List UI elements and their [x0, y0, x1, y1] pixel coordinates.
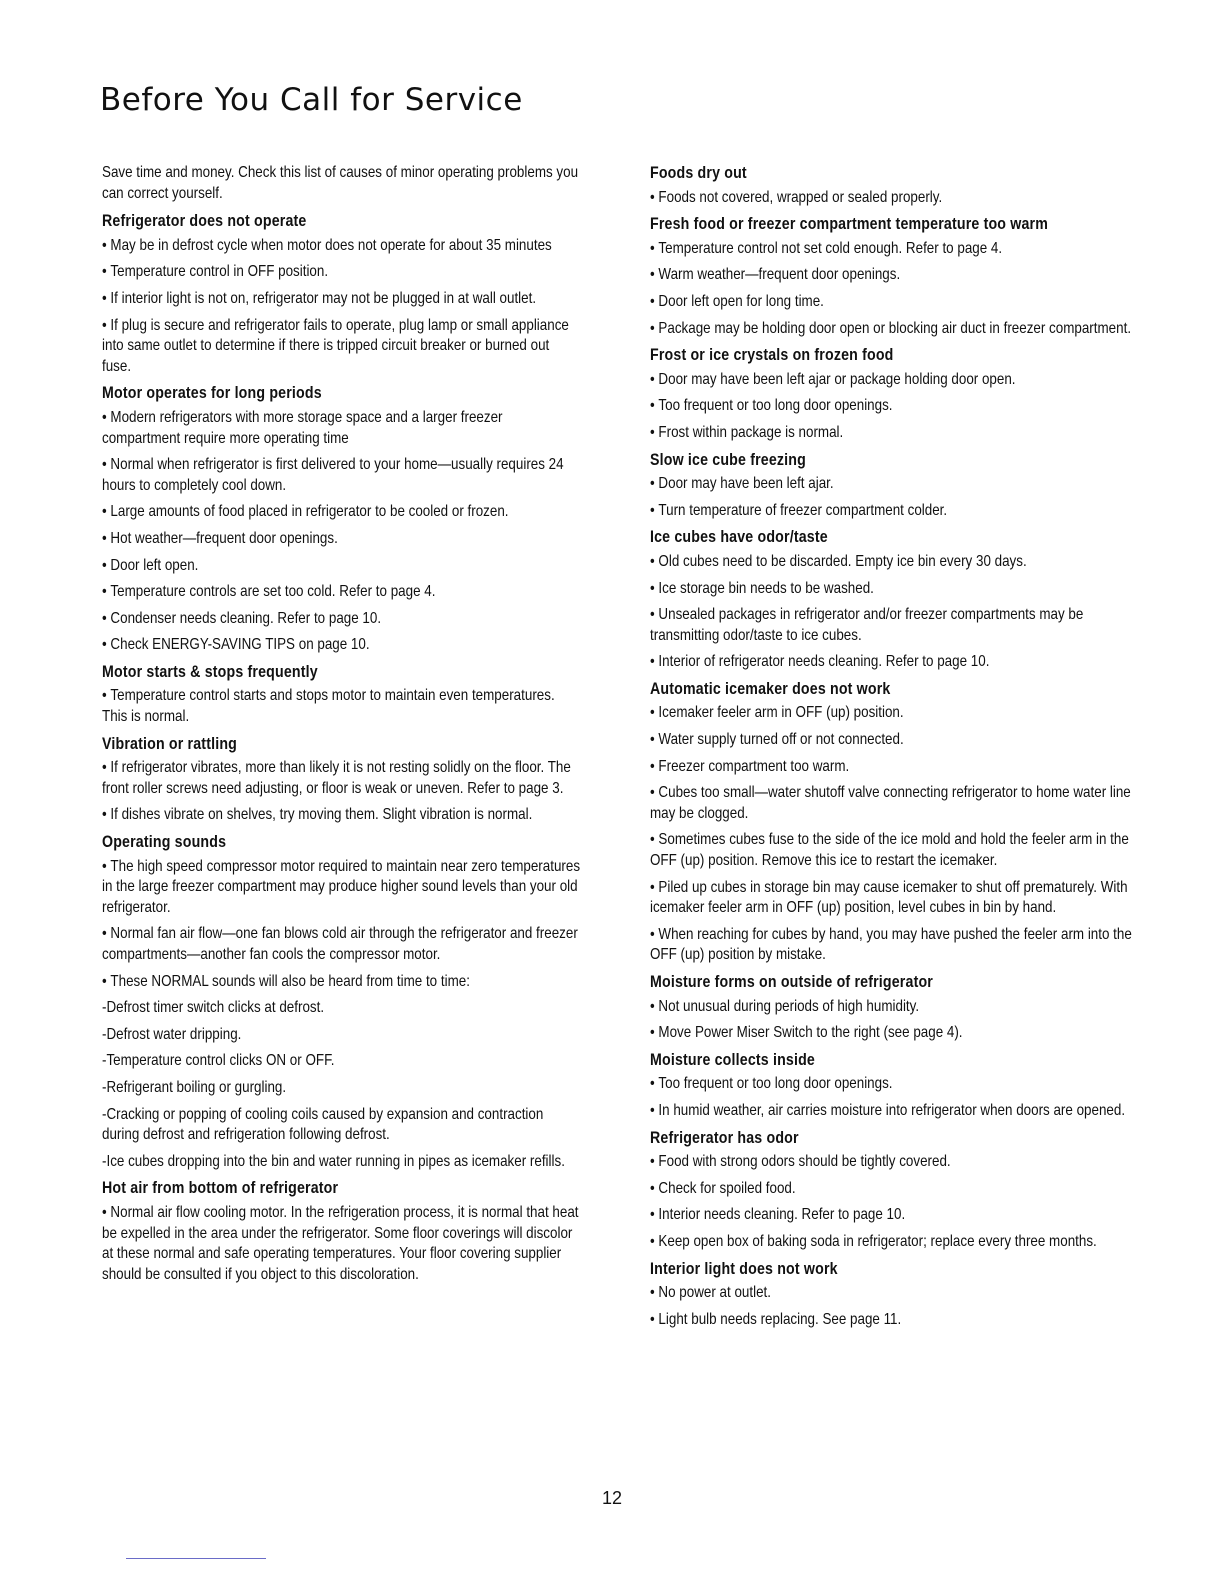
troubleshooting-section [650, 214, 1144, 339]
bullet-item: • Water supply turned off or not connected. [650, 730, 1144, 751]
troubleshooting-section [650, 345, 1144, 443]
section-heading: Motor operates for long periods [102, 384, 322, 403]
troubleshooting-section [102, 383, 580, 656]
bullet-item: • If dishes vibrate on shelves, try moving them. Slight vibration is normal. [102, 805, 580, 826]
right-sections [650, 163, 1144, 1330]
bullet-item: • Temperature control not set cold enough. Refer to page 4. [650, 239, 1144, 260]
bullet-item: • May be in defrost cycle when motor does not operate for about 35 minutes [102, 236, 580, 257]
section-heading: Automatic icemaker does not work [650, 679, 891, 698]
troubleshooting-section [650, 527, 1144, 673]
bullet-item: • Normal air flow cooling motor. In the refrigeration process, it is normal that heat be expelled in the area under the refrigerator. Some floor coverings will discolor at these normal and safe operating temperatures. Your floor covering supplier should be consulted if you object to this discoloration. [102, 1203, 580, 1285]
bullet-item: • Ice storage bin needs to be washed. [650, 579, 1144, 600]
bullet-item: • Modern refrigerators with more storage space and a larger freezer compartment require more operating time [102, 408, 580, 449]
sub-item: -Defrost water dripping. [102, 1025, 242, 1043]
troubleshooting-section [102, 211, 580, 377]
bullet-item: • Turn temperature of freezer compartment colder. [650, 501, 1144, 522]
bullet-item: • Temperature control in OFF position. [102, 262, 580, 283]
bullet-item: • If refrigerator vibrates, more than likely it is not resting solidly on the floor. The front roller screws need adjusting, or floor is weak or uneven. Refer to page 3. [102, 758, 580, 799]
bullet-item: • Unsealed packages in refrigerator and/or freezer compartments may be transmitting odor/taste to ice cubes. [650, 605, 1144, 646]
bullet-item: • These NORMAL sounds will also be heard from time to time: [102, 972, 580, 993]
section-heading: Ice cubes have odor/taste [650, 528, 828, 547]
troubleshooting-section [102, 1178, 580, 1285]
bullet-item: • Too frequent or too long door openings. [650, 1074, 1144, 1095]
bullet-item: • Freezer compartment too warm. [650, 757, 1144, 778]
section-heading: Vibration or rattling [102, 734, 238, 753]
troubleshooting-section [102, 734, 580, 826]
bullet-item: • Normal when refrigerator is first delivered to your home—usually requires 24 hours to completely cool down. [102, 455, 580, 496]
bullet-item: • Door left open for long time. [650, 292, 1144, 313]
bullet-item: • If interior light is not on, refrigerator may not be plugged in at wall outlet. [102, 289, 580, 310]
troubleshooting-section [650, 1050, 1144, 1122]
sub-item: -Temperature control clicks ON or OFF. [102, 1052, 335, 1070]
section-heading: Motor starts & stops frequently [102, 662, 318, 681]
bullet-item: • Condenser needs cleaning. Refer to page 10. [102, 609, 580, 630]
left-column [102, 163, 580, 1291]
bullet-item: • Door may have been left ajar. [650, 474, 1144, 495]
section-heading: Fresh food or freezer compartment temperature too warm [650, 215, 1049, 234]
bullet-item: • Old cubes need to be discarded. Empty ice bin every 30 days. [650, 552, 1144, 573]
bullet-item: • Hot weather—frequent door openings. [102, 529, 580, 550]
section-heading: Interior light does not work [650, 1259, 838, 1278]
bullet-item: • Package may be holding door open or blocking air duct in freezer compartment. [650, 319, 1144, 340]
bullet-item: • If plug is secure and refrigerator fails to operate, plug lamp or small appliance into same outlet to determine if there is tripped circuit breaker or burned out fuse. [102, 316, 580, 378]
left-sections [102, 211, 580, 1285]
sub-item: -Cracking or popping of cooling coils caused by expansion and contraction during defrost and refrigeration following defrost. [102, 1105, 544, 1144]
bullet-item: • Keep open box of baking soda in refrigerator; replace every three months. [650, 1232, 1144, 1253]
troubleshooting-section [650, 972, 1144, 1044]
bullet-item: • Icemaker feeler arm in OFF (up) position. [650, 703, 1144, 724]
bullet-item: • Cubes too small—water shutoff valve connecting refrigerator to home water line may be clogged. [650, 783, 1144, 824]
section-heading: Hot air from bottom of refrigerator [102, 1179, 339, 1198]
bullet-item: • Warm weather—frequent door openings. [650, 265, 1144, 286]
troubleshooting-section [650, 450, 1144, 522]
troubleshooting-section [650, 1128, 1144, 1253]
bullet-item: • Check for spoiled food. [650, 1179, 1144, 1200]
bullet-item: • Large amounts of food placed in refrigerator to be cooled or frozen. [102, 502, 580, 523]
bullet-item: • Piled up cubes in storage bin may cause icemaker to shut off prematurely. With icemaker feeler arm in OFF (up) position, level cubes in bin by hand. [650, 878, 1144, 919]
bullet-item: • Interior needs cleaning. Refer to page 10. [650, 1205, 1144, 1226]
bullet-item: • Door may have been left ajar or package holding door open. [650, 370, 1144, 391]
bullet-item: • When reaching for cubes by hand, you may have pushed the feeler arm into the OFF (up) position by mistake. [650, 925, 1144, 966]
section-heading: Slow ice cube freezing [650, 450, 806, 469]
bullet-item: • Door left open. [102, 556, 580, 577]
sub-item: -Ice cubes dropping into the bin and water running in pipes as icemaker refills. [102, 1152, 565, 1170]
bullet-item: • Light bulb needs replacing. See page 11. [650, 1310, 1144, 1331]
sub-item: -Refrigerant boiling or gurgling. [102, 1078, 287, 1096]
bullet-item: • In humid weather, air carries moisture into refrigerator when doors are opened. [650, 1101, 1144, 1122]
troubleshooting-section [650, 163, 1144, 208]
bullet-item: • Temperature control starts and stops motor to maintain even temperatures. This is normal. [102, 686, 580, 727]
section-heading: Moisture collects inside [650, 1050, 815, 1069]
page-number: 12 [601, 1488, 623, 1508]
section-heading: Frost or ice crystals on frozen food [650, 346, 894, 365]
troubleshooting-section [650, 679, 1144, 966]
intro-text: Save time and money. Check this list of causes of minor operating problems you can correct yourself. [102, 164, 579, 202]
bullet-item: • Foods not covered, wrapped or sealed properly. [650, 188, 1144, 209]
bullet-item: • Temperature controls are set too cold. Refer to page 4. [102, 582, 580, 603]
section-heading: Moisture forms on outside of refrigerator [650, 973, 934, 991]
bullet-item: • Food with strong odors should be tightly covered. [650, 1152, 1144, 1173]
bullet-item: • Normal fan air flow—one fan blows cold air through the refrigerator and freezer compartments—another fan cools the compressor motor. [102, 924, 580, 965]
right-column [650, 163, 1144, 1336]
section-heading: Refrigerator does not operate [102, 212, 307, 231]
section-heading: Foods dry out [650, 164, 747, 182]
troubleshooting-section [102, 832, 580, 1172]
troubleshooting-section [650, 1259, 1144, 1331]
section-heading: Refrigerator has odor [650, 1128, 799, 1147]
bullet-item: • Check ENERGY-SAVING TIPS on page 10. [102, 635, 580, 656]
footer-rule [126, 1558, 266, 1559]
section-heading: Operating sounds [102, 833, 227, 852]
troubleshooting-section [102, 662, 580, 728]
bullet-item: • Frost within package is normal. [650, 423, 1144, 444]
sub-item: -Defrost timer switch clicks at defrost. [102, 999, 325, 1017]
bullet-item: • Too frequent or too long door openings. [650, 396, 1144, 417]
bullet-item: • Sometimes cubes fuse to the side of the ice mold and hold the feeler arm in the OFF (up) position. Remove this ice to restart the icemaker. [650, 830, 1144, 871]
bullet-item: • Interior of refrigerator needs cleaning. Refer to page 10. [650, 652, 1144, 673]
page-title: Before You Call for Service [100, 82, 523, 118]
bullet-item: • Not unusual during periods of high humidity. [650, 997, 1144, 1018]
bullet-item: • The high speed compressor motor required to maintain near zero temperatures in the large freezer compartment may produce higher sound levels than your old refrigerator. [102, 857, 580, 919]
bullet-item: • Move Power Miser Switch to the right (see page 4). [650, 1023, 1144, 1044]
bullet-item: • No power at outlet. [650, 1283, 1144, 1304]
